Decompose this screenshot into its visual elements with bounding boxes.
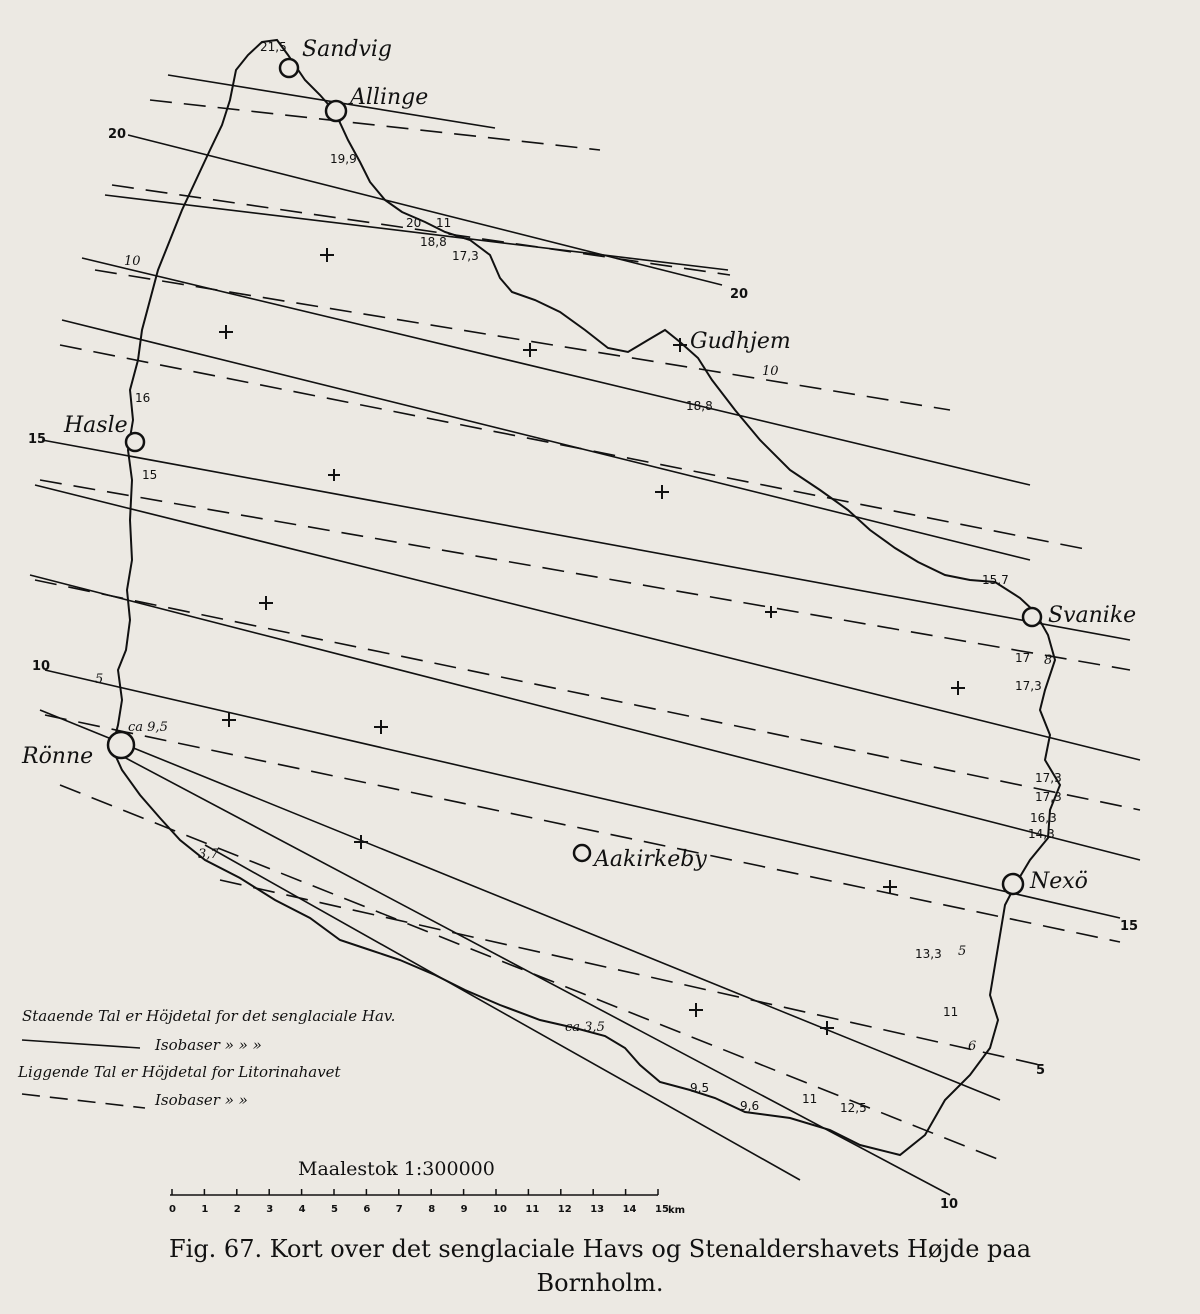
elevation-label: 17,3 [1015, 679, 1042, 693]
elevation-label: 11 [943, 1005, 959, 1019]
town-name: Rönne [22, 744, 94, 769]
isobase-label: 10 [940, 1197, 959, 1212]
elevation-label: 5 [95, 672, 104, 687]
caption-line: Fig. 67. Kort over det senglaciale Havs og Stenaldershavets Højde paa [168, 1235, 1032, 1263]
isobase-label: 20 [108, 127, 127, 142]
elevation-label: 10 [124, 254, 141, 269]
isobase-line-dashed [40, 480, 1130, 670]
scale-tick-label: 4 [298, 1204, 306, 1215]
scale-tick-label: 13 [590, 1204, 605, 1215]
town-name: Gudhjem [690, 329, 791, 354]
town-marker-nexo [1003, 874, 1023, 894]
elevation-label: 17,3 [452, 249, 479, 263]
town-name: Hasle [64, 413, 128, 438]
cross-marker [320, 248, 334, 262]
scale-tick-label: 3 [266, 1204, 274, 1215]
elevation-label: 17,3 [1035, 790, 1062, 804]
town-marker-allinge [326, 101, 346, 121]
scale-tick-label: 8 [428, 1204, 436, 1215]
legend-dashed-sample [22, 1094, 145, 1108]
cross-marker [259, 596, 273, 610]
elevation-label: 16,3 [1030, 811, 1057, 825]
isobase-line [62, 320, 1030, 560]
legend-solid-sample [22, 1040, 140, 1048]
isobase-line [45, 670, 1120, 918]
elevation-label: 12,5 [840, 1101, 867, 1115]
town-markers [108, 59, 1041, 894]
cross-marker [374, 720, 388, 734]
figure-caption [60, 1232, 1140, 1300]
elevation-label: 17,3 [1035, 771, 1062, 785]
scale-tick-label: 12 [557, 1204, 572, 1215]
town-name: Allinge [350, 85, 429, 110]
scale-tick-label: 0 [169, 1204, 176, 1215]
elevation-label: 18,8 [686, 399, 713, 413]
elevation-label: 21,5 [260, 40, 287, 54]
scale-tick-label: 1 [201, 1204, 209, 1215]
cross-marker [655, 485, 669, 499]
elevation-label: 16 [135, 391, 151, 405]
cross-marker [951, 681, 965, 695]
scale-tick-label: 5 [331, 1204, 338, 1215]
scale-bar [169, 1158, 685, 1216]
legend-line: Staaende Tal er Höjdetal for det senglaciale Hav. [22, 1007, 396, 1025]
elevation-label: 5 [958, 944, 967, 959]
town-name: Sandvig [302, 37, 392, 62]
cross-marker [820, 1021, 834, 1035]
coastline [112, 40, 1060, 1155]
cross-marker [328, 469, 340, 481]
cross-markers [219, 248, 965, 1035]
cross-marker [219, 325, 233, 339]
scale-tick-label: 9 [460, 1204, 468, 1215]
elevation-label: 18,8 [420, 235, 447, 249]
legend-line: Liggende Tal er Höjdetal for Litorinahavet [18, 1063, 341, 1081]
scale-tick-label: 6 [363, 1204, 371, 1215]
isobase-label: 15 [28, 432, 47, 447]
town-marker-hasle [126, 433, 144, 451]
legend-line: Isobaser » » [155, 1091, 248, 1109]
dashed-isobases [35, 100, 1140, 1160]
scale-tick-label: 15 [655, 1204, 669, 1215]
isobase-line [128, 135, 722, 285]
isobase-label: 20 [730, 287, 749, 302]
scale-tick-label: 7 [395, 1204, 403, 1215]
scale-tick-label: 10 [493, 1204, 507, 1215]
elevation-label: 8 [1044, 653, 1053, 668]
town-marker-svanike [1023, 608, 1041, 626]
elevation-label: 19,9 [330, 152, 357, 166]
elevation-label: 9,6 [740, 1099, 760, 1113]
isobase-line [82, 258, 1030, 485]
isobase-line-dashed [45, 715, 1120, 942]
elevation-label: 9,5 [690, 1081, 710, 1095]
cross-marker [689, 1003, 703, 1017]
town-marker-aakirkeby [574, 845, 590, 861]
scale-tick-label: 14 [622, 1204, 637, 1215]
legend [17, 1007, 395, 1109]
elevation-label: 11 [802, 1092, 818, 1106]
town-marker-sandvig [280, 59, 298, 77]
scale-ticks [169, 1189, 669, 1215]
elevation-label: 15,7 [982, 573, 1009, 587]
isobase-line-dashed [112, 185, 730, 275]
town-name: Nexö [1030, 869, 1088, 894]
elevation-label: 20 [406, 216, 422, 230]
isobase-label: 10 [32, 659, 51, 674]
elevation-label: ca 9,5 [128, 720, 168, 735]
scale-title: Maalestok 1:300000 [298, 1158, 495, 1180]
scale-tick-label: 2 [233, 1204, 241, 1215]
elevation-label: 6 [968, 1039, 977, 1054]
isobase-label: 15 [1120, 919, 1139, 934]
isobase-line-dashed [220, 880, 1040, 1065]
cross-marker [354, 835, 368, 849]
elevation-label: 17 [1015, 651, 1031, 665]
caption-line: Bornholm. [536, 1269, 664, 1297]
town-name: Aakirkeby [594, 847, 707, 872]
elevation-label: 11 [436, 216, 452, 230]
isobase-label: 5 [1036, 1063, 1046, 1078]
elevation-label: 14,3 [1028, 827, 1055, 841]
scale-tick-label: 11 [525, 1204, 540, 1215]
cross-marker [222, 713, 236, 727]
elevation-label: 10 [762, 364, 779, 379]
legend-line: Isobaser » » » [155, 1036, 262, 1054]
town-marker-ronne [108, 732, 134, 758]
elevation-label: 15 [142, 468, 158, 482]
cross-marker [523, 343, 537, 357]
elevation-label: ca 3,5 [565, 1020, 605, 1035]
isobase-line [105, 195, 728, 270]
town-name: Svanike [1048, 603, 1137, 628]
cross-marker [673, 338, 687, 352]
scale-unit: km [668, 1205, 686, 1216]
cross-marker [765, 606, 777, 618]
isobase-line [30, 575, 1140, 860]
elevation-labels [95, 40, 1062, 1115]
elevation-label: 13,3 [915, 947, 942, 961]
town-names [21, 37, 1136, 894]
elevation-label: 3,7 [198, 847, 219, 862]
